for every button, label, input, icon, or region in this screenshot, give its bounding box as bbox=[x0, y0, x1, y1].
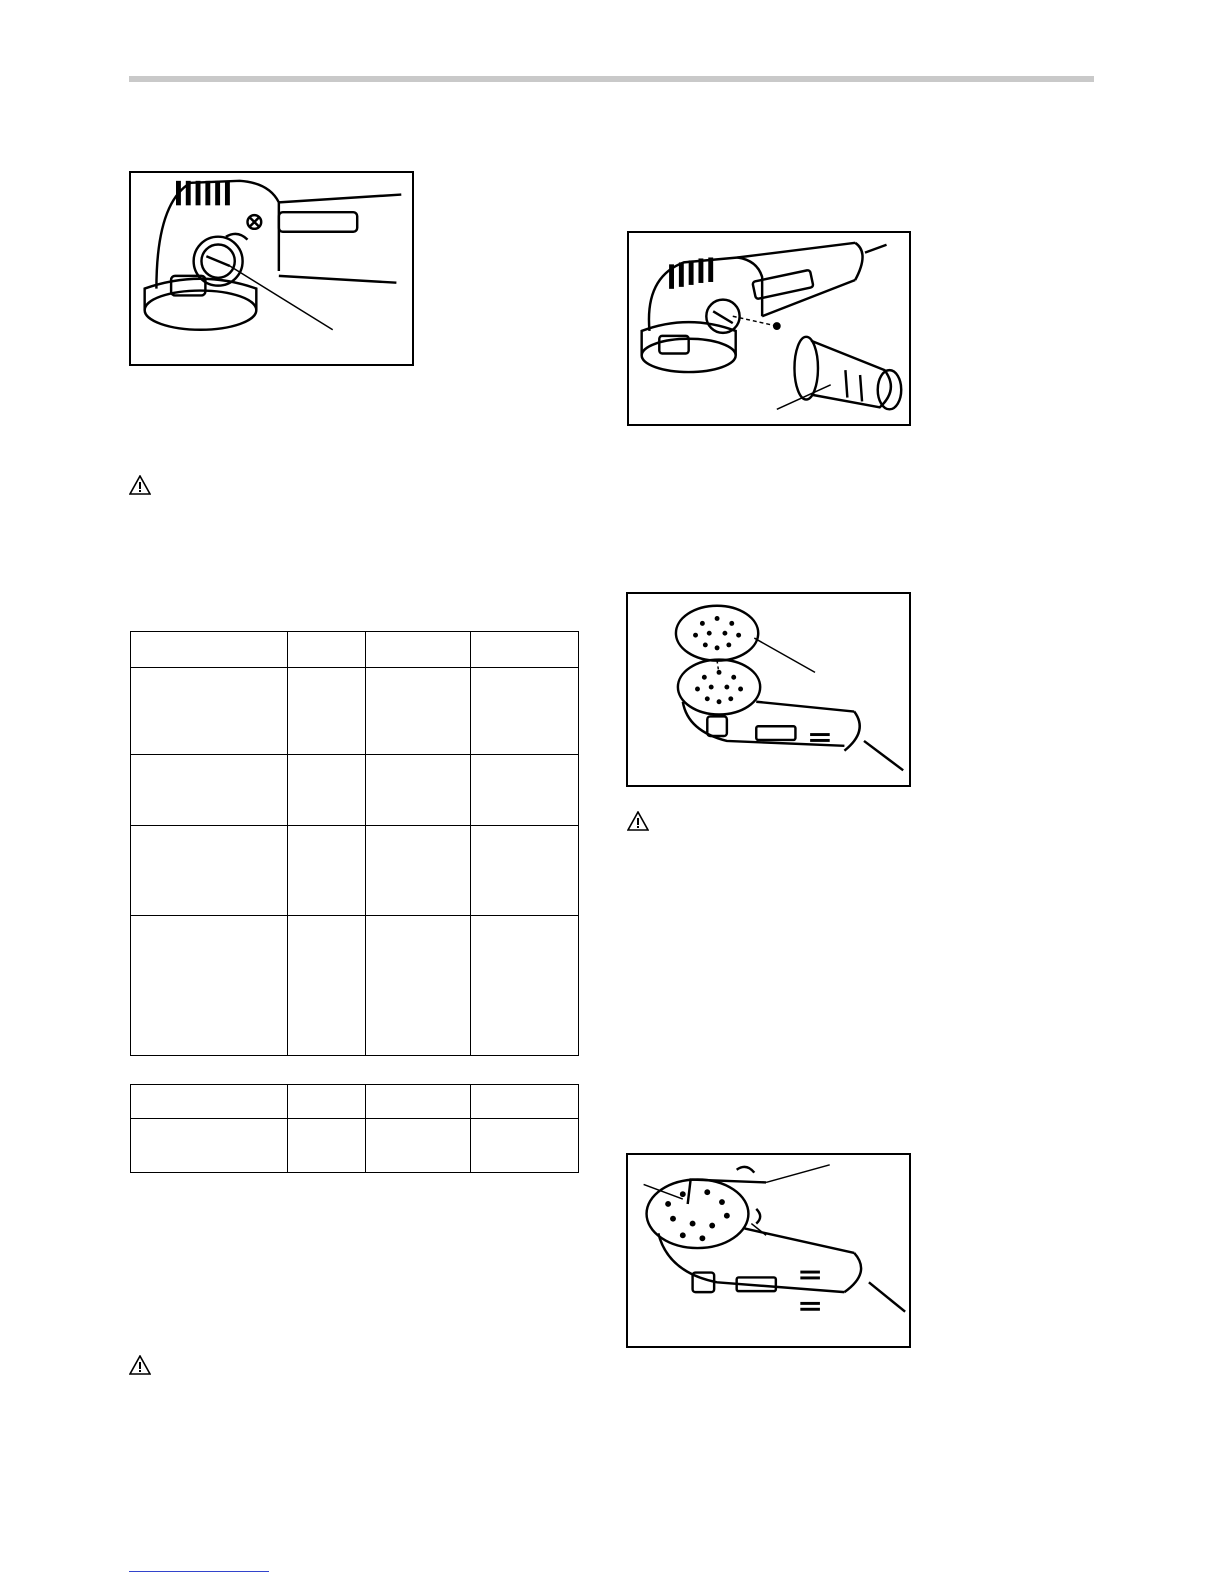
table-row bbox=[131, 916, 579, 1056]
table-row bbox=[131, 826, 579, 916]
table-cell bbox=[471, 668, 579, 755]
table-cell bbox=[366, 668, 471, 755]
table-cell bbox=[288, 632, 366, 668]
table-cell bbox=[131, 916, 288, 1056]
table-cell bbox=[471, 826, 579, 916]
table-cell bbox=[366, 632, 471, 668]
warning-triangle-icon bbox=[627, 811, 649, 831]
figure-side-grip bbox=[627, 231, 911, 426]
sander-hex-wrench-illustration bbox=[628, 1155, 909, 1346]
figure-hex-wrench bbox=[626, 1153, 911, 1348]
header-rule bbox=[129, 76, 1094, 82]
table-cell bbox=[366, 916, 471, 1056]
table-cell bbox=[366, 826, 471, 916]
table-header-row bbox=[131, 632, 579, 668]
table-cell bbox=[288, 826, 366, 916]
table-cell bbox=[131, 632, 288, 668]
sander-lever-illustration bbox=[131, 173, 412, 364]
table-cell bbox=[471, 1119, 579, 1173]
sander-side-grip-illustration bbox=[629, 233, 909, 424]
secondary-table bbox=[130, 1084, 579, 1173]
table-cell bbox=[471, 755, 579, 826]
figure-abrasive-disc bbox=[626, 592, 911, 787]
table-cell bbox=[288, 1085, 366, 1119]
table-header-row bbox=[131, 1085, 579, 1119]
table-cell bbox=[366, 1119, 471, 1173]
table-row bbox=[131, 1119, 579, 1173]
table-cell bbox=[471, 916, 579, 1056]
table-cell bbox=[131, 668, 288, 755]
sander-disc-illustration bbox=[628, 594, 909, 785]
table-cell bbox=[288, 755, 366, 826]
footer-link-underline bbox=[129, 1571, 269, 1572]
application-table bbox=[130, 631, 579, 1056]
table-cell bbox=[131, 826, 288, 916]
table-row bbox=[131, 755, 579, 826]
table-cell bbox=[471, 632, 579, 668]
table-cell bbox=[131, 1119, 288, 1173]
table-cell bbox=[366, 755, 471, 826]
table-cell bbox=[131, 1085, 288, 1119]
table-cell bbox=[288, 1119, 366, 1173]
warning-triangle-icon bbox=[129, 475, 151, 495]
table-row bbox=[131, 668, 579, 755]
table-cell bbox=[288, 916, 366, 1056]
table-cell bbox=[366, 1085, 471, 1119]
warning-triangle-icon bbox=[129, 1355, 151, 1375]
table-cell bbox=[131, 755, 288, 826]
table-cell bbox=[471, 1085, 579, 1119]
figure-speed-lever bbox=[129, 171, 414, 366]
table-cell bbox=[288, 668, 366, 755]
